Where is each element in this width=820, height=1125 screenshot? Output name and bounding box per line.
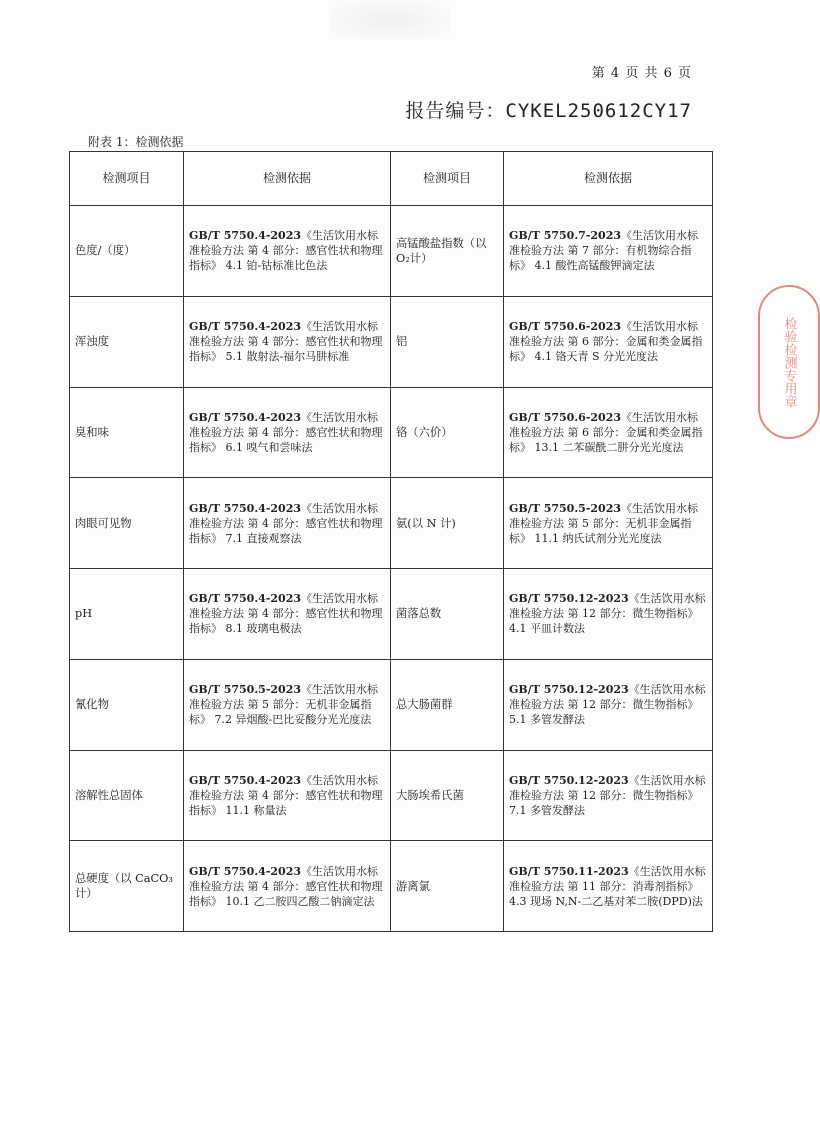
standard-code: GB/T 5750.12-2023 bbox=[509, 683, 629, 697]
test-basis bbox=[504, 296, 713, 387]
item-name: 浑浊度 bbox=[70, 296, 184, 387]
test-basis bbox=[504, 206, 713, 297]
test-basis bbox=[504, 659, 713, 750]
test-basis bbox=[184, 296, 391, 387]
table-row bbox=[70, 206, 713, 297]
item-name: 游离氯 bbox=[391, 841, 504, 932]
standard-method: 《生活饮用水标准检验方法 第 4 部分：感官性状和物理指标》 6.1 嗅气和尝味法 bbox=[189, 410, 383, 454]
standard-code: GB/T 5750.7-2023 bbox=[509, 229, 622, 243]
item-name: 总硬度（以 CaCO₃ 计） bbox=[70, 841, 184, 932]
test-basis bbox=[504, 387, 713, 478]
standard-method: 《生活饮用水标准检验方法 第 4 部分：感官性状和物理指标》 5.1 散射法-福尔马肼标准 bbox=[189, 320, 383, 364]
item-name: 臭和味 bbox=[70, 387, 184, 478]
standard-code: GB/T 5750.12-2023 bbox=[509, 773, 629, 787]
standard-code: GB/T 5750.6-2023 bbox=[509, 320, 622, 334]
test-basis bbox=[184, 569, 391, 660]
item-name: 菌落总数 bbox=[391, 569, 504, 660]
table-row bbox=[70, 478, 713, 569]
seal-text: 检验检测专用章 bbox=[781, 316, 797, 408]
item-name: 肉眼可见物 bbox=[70, 478, 184, 569]
table-row bbox=[70, 659, 713, 750]
standard-code: GB/T 5750.4-2023 bbox=[189, 501, 302, 515]
header-basis-2: 检测依据 bbox=[504, 152, 713, 206]
standard-code: GB/T 5750.11-2023 bbox=[509, 864, 629, 878]
standard-method: 《生活饮用水标准检验方法 第 7 部分：有机物综合指标》 4.1 酸性高锰酸钾滴定法 bbox=[509, 229, 699, 273]
standard-code: GB/T 5750.4-2023 bbox=[189, 229, 302, 243]
standard-method: 《生活饮用水标准检验方法 第 12 部分：微生物指标》 7.1 多管发酵法 bbox=[509, 773, 706, 817]
report-number-line bbox=[405, 96, 692, 123]
standard-method: 《生活饮用水标准检验方法 第 6 部分：金属和类金属指标》 4.1 铬天青 S 分光光度法 bbox=[509, 320, 703, 364]
header-item-1: 检测项目 bbox=[70, 152, 184, 206]
test-basis bbox=[184, 206, 391, 297]
report-number-value: CYKEL250612CY17 bbox=[505, 100, 692, 122]
standard-method: 《生活饮用水标准检验方法 第 4 部分：感官性状和物理指标》 4.1 铂-钴标准比色法 bbox=[189, 229, 383, 273]
item-name: 溶解性总固体 bbox=[70, 750, 184, 841]
test-basis bbox=[184, 478, 391, 569]
item-name: 铬（六价） bbox=[391, 387, 504, 478]
standard-method: 《生活饮用水标准检验方法 第 12 部分：微生物指标》 4.1 平皿计数法 bbox=[509, 592, 706, 636]
official-seal-stamp bbox=[758, 285, 820, 439]
report-number-label: 报告编号： bbox=[405, 100, 506, 122]
test-basis bbox=[184, 750, 391, 841]
table-row bbox=[70, 750, 713, 841]
item-name: 大肠埃希氏菌 bbox=[391, 750, 504, 841]
standard-method: 《生活饮用水标准检验方法 第 5 部分：无机非金属指标》 11.1 纳氏试剂分光光度法 bbox=[509, 501, 699, 545]
standard-method: 《生活饮用水标准检验方法 第 4 部分：感官性状和物理指标》 10.1 乙二胺四乙酸二钠滴定法 bbox=[189, 864, 383, 908]
item-name: 色度/（度） bbox=[70, 206, 184, 297]
standard-code: GB/T 5750.4-2023 bbox=[189, 592, 302, 606]
item-name: 铝 bbox=[391, 296, 504, 387]
header-item-2: 检测项目 bbox=[391, 152, 504, 206]
table-row bbox=[70, 841, 713, 932]
test-basis bbox=[184, 659, 391, 750]
standard-method: 《生活饮用水标准检验方法 第 4 部分：感官性状和物理指标》 8.1 玻璃电极法 bbox=[189, 592, 383, 636]
test-basis bbox=[184, 841, 391, 932]
standard-method: 《生活饮用水标准检验方法 第 5 部分：无机非金属指标》 7.2 异烟酸-巴比妥酸分光光度法 bbox=[189, 683, 379, 727]
header-basis-1: 检测依据 bbox=[184, 152, 391, 206]
item-name: 高锰酸盐指数（以O₂计） bbox=[391, 206, 504, 297]
standard-method: 《生活饮用水标准检验方法 第 4 部分：感官性状和物理指标》 7.1 直接观察法 bbox=[189, 501, 383, 545]
item-name: 总大肠菌群 bbox=[391, 659, 504, 750]
appendix-title: 附表 1：检测依据 bbox=[88, 135, 184, 149]
scan-smudge bbox=[330, 0, 450, 40]
test-basis bbox=[504, 750, 713, 841]
standard-method: 《生活饮用水标准检验方法 第 12 部分：微生物指标》 5.1 多管发酵法 bbox=[509, 683, 706, 727]
standard-code: GB/T 5750.4-2023 bbox=[189, 320, 302, 334]
item-name: pH bbox=[70, 569, 184, 660]
test-basis-table bbox=[69, 151, 713, 932]
standard-code: GB/T 5750.5-2023 bbox=[509, 501, 622, 515]
standard-method: 《生活饮用水标准检验方法 第 6 部分：金属和类金属指标》 13.1 二苯碳酰二肼分光光度法 bbox=[509, 410, 703, 454]
standard-code: GB/T 5750.6-2023 bbox=[509, 410, 622, 424]
table-header-row bbox=[70, 152, 713, 206]
table-row bbox=[70, 387, 713, 478]
page-number: 第 4 页 共 6 页 bbox=[591, 66, 692, 81]
standard-code: GB/T 5750.12-2023 bbox=[509, 592, 629, 606]
standard-code: GB/T 5750.5-2023 bbox=[189, 683, 302, 697]
item-name: 氰化物 bbox=[70, 659, 184, 750]
test-basis bbox=[504, 569, 713, 660]
standard-code: GB/T 5750.4-2023 bbox=[189, 410, 302, 424]
standard-code: GB/T 5750.4-2023 bbox=[189, 773, 302, 787]
test-basis bbox=[504, 841, 713, 932]
standard-method: 《生活饮用水标准检验方法 第 11 部分：消毒剂指标》 4.3 现场 N,N-二乙基对苯二胺(DPD)法 bbox=[509, 864, 706, 908]
standard-code: GB/T 5750.4-2023 bbox=[189, 864, 302, 878]
table-row bbox=[70, 296, 713, 387]
item-name: 氨(以 N 计) bbox=[391, 478, 504, 569]
table-row bbox=[70, 569, 713, 660]
test-basis bbox=[184, 387, 391, 478]
standard-method: 《生活饮用水标准检验方法 第 4 部分：感官性状和物理指标》 11.1 称量法 bbox=[189, 773, 383, 817]
test-basis bbox=[504, 478, 713, 569]
